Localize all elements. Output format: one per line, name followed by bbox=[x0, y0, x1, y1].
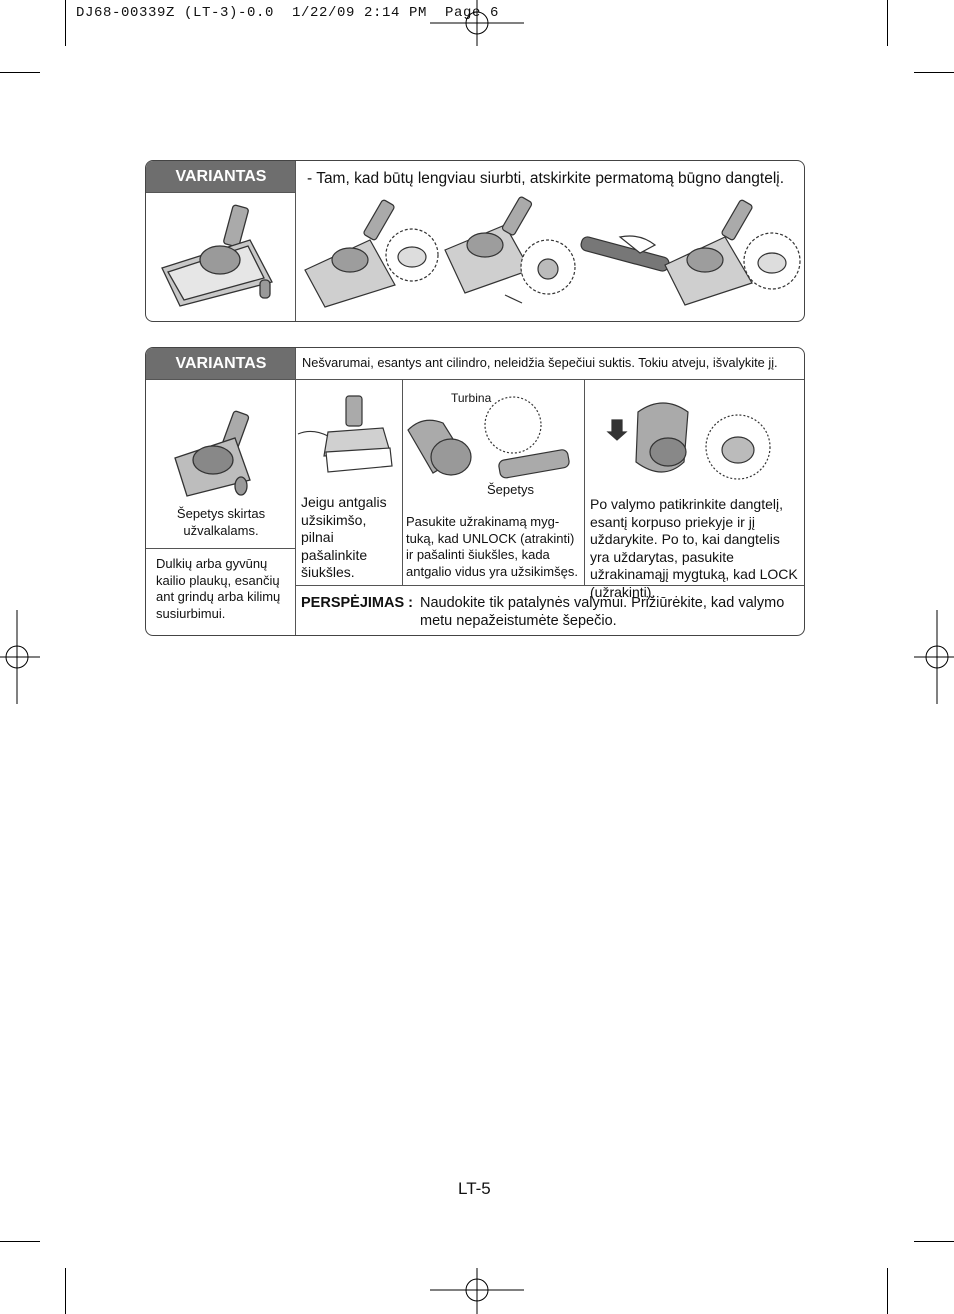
section1-tag: VARIANTAS bbox=[146, 161, 296, 192]
section1-instruction: - Tam, kad būtų lengviau siurbti, atskirkite permatomą būgno dangtelį. bbox=[307, 170, 785, 187]
turbo-brush-illustration bbox=[165, 408, 275, 498]
sepetys-label: Šepetys bbox=[487, 482, 534, 497]
step1-illustration bbox=[298, 392, 398, 482]
step1-text: Jeigu antgalis užsikimšo, pilnai pašalinkite šiukšles. bbox=[301, 494, 387, 580]
turbina-label: Turbina bbox=[451, 391, 492, 405]
brush-caption: Šepetys skirtas užvalkalams. bbox=[176, 506, 266, 538]
print-slug: DJ68-00339Z (LT-3)-0.0 1/22/09 2:14 PM Page 6 bbox=[76, 5, 500, 21]
section2-tag: VARIANTAS bbox=[146, 348, 296, 379]
step3-text: Po valymo patikrinkite dangtelį, esantį korpuso priekyje ir jį uždarykite. Po to, kai dangtelis yra uždarytas, pasukite užrakinamąjį mygtuką, kad LOCK (užrakinti). bbox=[590, 496, 798, 600]
step3-illustration bbox=[608, 392, 788, 492]
section2-instruction: Nešvarumai, esantys ant cilindro, neleidžia šepečiui suktis. Tokiu atveju, išvalykite jį. bbox=[302, 355, 778, 370]
usage-text: Dulkių arba gyvūnų kailio plaukų, esančių ant grindų arba kilimų susiurbimui. bbox=[156, 556, 281, 621]
floor-nozzle-illustration bbox=[150, 198, 290, 316]
page-number: LT-5 bbox=[458, 1179, 491, 1198]
drum-cover-steps-illustration bbox=[300, 195, 805, 317]
warning-text: Naudokite tik patalynės valymui. Prižiūrėkite, kad valymo metu nepažeistumėte šepečio. bbox=[420, 595, 785, 629]
step2-text: Pasukite užrakinamą myg-tuką, kad UNLOCK (atrakinti) ir pašalinti šiukšles, kada antgalio vidus yra užsikimšęs. bbox=[406, 514, 578, 579]
warning-label: PERSPĖJIMAS : bbox=[301, 595, 413, 611]
